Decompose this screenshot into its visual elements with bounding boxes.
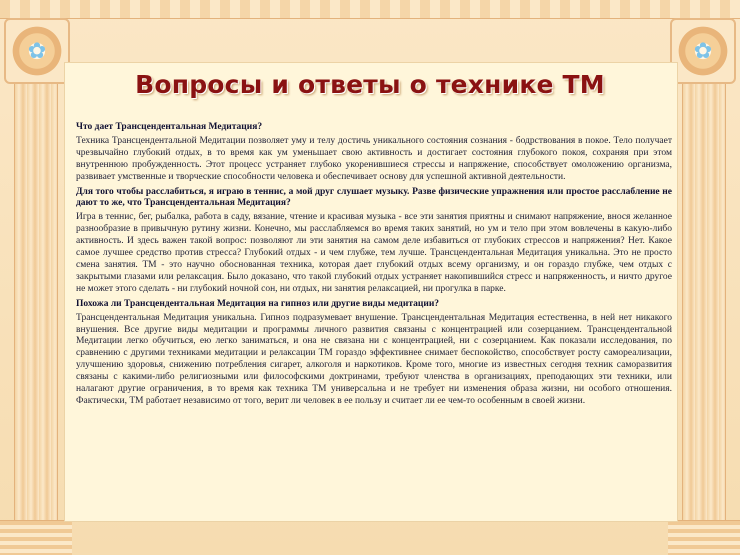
top-frieze <box>0 0 740 19</box>
faq-answer: Игра в теннис, бег, рыбалка, работа в саду, вязание, чтение и красивая музыка - все эти занятия приятны и снимают напряжение, внося желанное разнообразие в привычную рутину жизни. Конечно, мы расслабляемся во время таких занятий, но ум и тело при этом вовлечены в какую-либо активность. И здесь важен такой вопрос: позволяют ли эти занятия на самом деле избавиться от глубоких стрессов и напряжения? Нет. Какое самое лучшее средство против стресса? Глубокий отдых - и чем глубже, тем лучше. Трансцендентальная Медитация уникальна. Это не просто смена занятия. ТМ - это научно обоснованная техника, которая дает глубокий отдых всему организму, и он гораздо глубже, чем отдых с закрытыми глазами или релаксация. Было доказано, что такой глубокий отдых устраняет накопившийся стресс и напряженность, и ничто другое не может этого сделать - ни глубокий ночной сон, ни отдых, ни занятия релаксацией, ни прогулка в парке. <box>76 212 672 294</box>
flower-ornament-icon: ✿ <box>27 38 47 63</box>
flower-ornament-icon: ✿ <box>693 38 713 63</box>
faq-answer: Трансцендентальная Медитация уникальна. Гипноз подразумевает внушение. Трансцендентальная Медитация естественна, в ней нет никакого внушения. Все другие виды медитации и программы личного развития связаны с концентрацией или созерцанием. Трансцендентальной Медитации легко обучиться, ею легко заниматься, и она не связана ни с концентрацией, ни с созерцанием. Как показали исследования, по сравнению с другими техниками медитации и релаксации ТМ гораздо эффективнее снимает беспокойство, способствует росту самореализации, улучшению здоровья, снижению потребления сигарет, алкоголя и наркотиков. Кроме того, многие из известных сегодня техник саморазвития связаны с какими-либо религиозными или философскими доктринами, требуют членства в организациях, преподающих эти техники, или налагают другие ограничения, в то время как техника ТМ универсальна и не требует ни изменения образа жизни, ни особого отношения. Фактически, ТМ работает независимо от того, верит ли человек в ее пользу и считает ли ее чем-то особенным в своей жизни. <box>76 312 672 406</box>
faq-question: Для того чтобы расслабиться, я играю в теннис, а мой друг слушает музыку. Разве физические упражнения или простое расслабление не дают то же, что Трансцендентальная Медитация? <box>76 186 672 209</box>
faq-list <box>76 122 672 411</box>
right-column <box>682 60 726 530</box>
right-column-base <box>668 520 740 555</box>
faq-answer: Техника Трансцендентальной Медитации позволяет уму и телу достичь уникального состояния сознания - бодрствования в покое. Тело получает чрезвычайно глубокий отдых, в то время как ум уменьшает свою активность и достигает состояния глубокого покоя, сохраняя при этом внутреннюю пробужденность. Этот процесс устраняет глубоко укоренившиеся стрессы и напряжение, способствует омоложению организма, развивает умственные и творческие способности человека и обеспечивает основу для успешной активной деятельности. <box>76 135 672 182</box>
left-column <box>14 60 58 530</box>
faq-question: Похожа ли Трансцендентальная Медитация на гипноз или другие виды медитации? <box>76 298 440 309</box>
page-title: Вопросы и ответы о технике ТМ <box>135 70 605 99</box>
left-column-base <box>0 520 72 555</box>
faq-question: Что дает Трансцендентальная Медитация? <box>76 122 263 132</box>
